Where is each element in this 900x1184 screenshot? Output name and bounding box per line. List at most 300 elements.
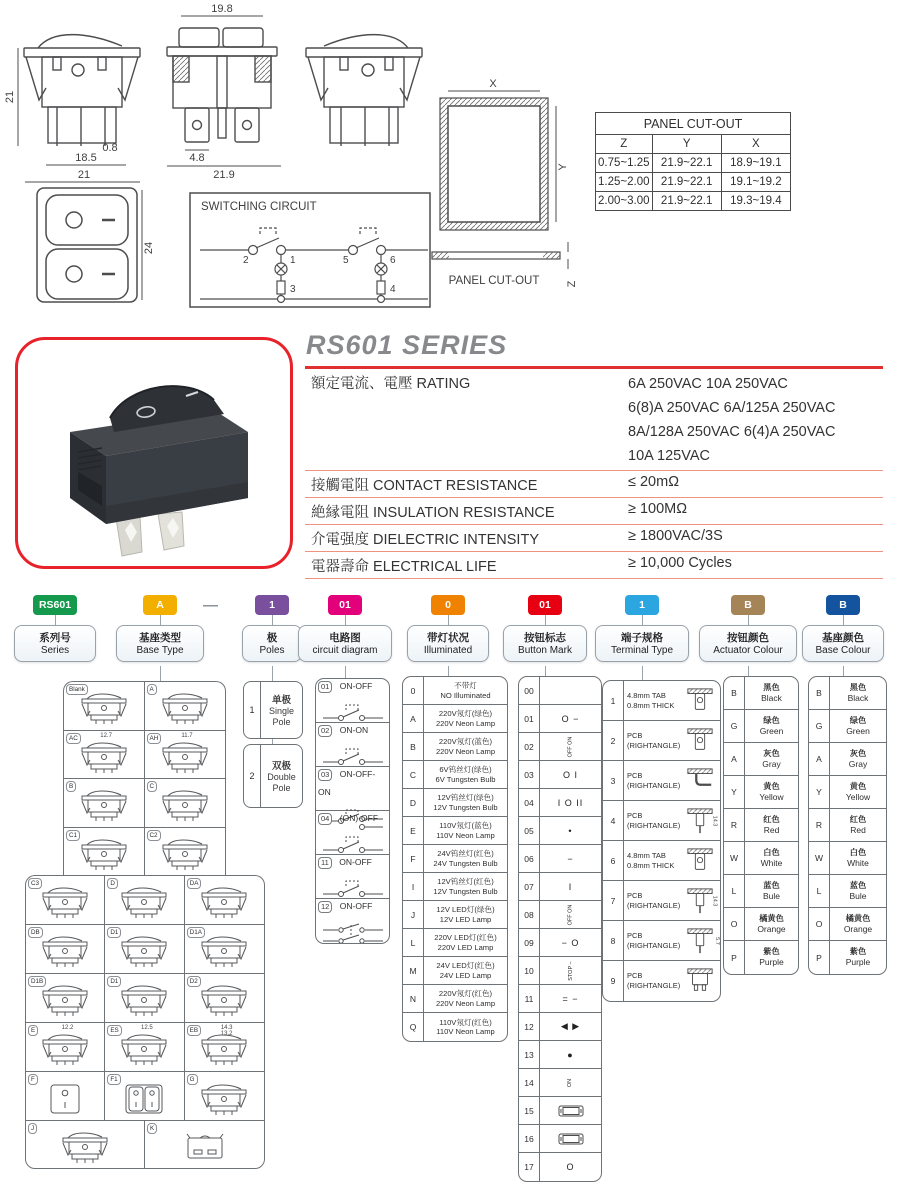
pole-label-cn: 双极 xyxy=(271,760,291,772)
option-code: G xyxy=(724,710,745,742)
label-en: Poles xyxy=(259,645,285,656)
option-code: 6 xyxy=(603,841,624,880)
option-code: 13 xyxy=(519,1041,540,1068)
label-box-base-colour xyxy=(802,625,884,662)
circuit-schematic-icon xyxy=(321,745,385,769)
terminal-2: 2 xyxy=(243,255,249,266)
colour-label-en: Red xyxy=(850,824,866,835)
option-code: M xyxy=(403,957,424,984)
label-en: Button Mark xyxy=(518,645,572,656)
connector-line xyxy=(345,666,346,678)
connector-line xyxy=(345,615,346,625)
label-cn: 系列号 xyxy=(39,632,71,644)
pole-label-en: Single Pole xyxy=(268,705,295,727)
illuminated-label-cn: 12V钨丝灯(红色) xyxy=(437,877,494,887)
actuator-colour-option xyxy=(724,776,798,809)
button-mark-symbol: ● xyxy=(567,1049,574,1060)
connector-line xyxy=(545,615,546,625)
illuminated-label-cn: 12V钨丝灯(绿色) xyxy=(437,793,494,803)
actuator-colour-option xyxy=(724,743,798,776)
button-mark-option xyxy=(519,845,601,873)
series-title: RS601 SERIES xyxy=(306,330,508,360)
actuator-colour-option xyxy=(724,677,798,710)
option-code: O xyxy=(809,908,830,940)
terminal-label-line2: (RIGHTANGLE) xyxy=(627,900,681,910)
circuit-option xyxy=(316,811,389,855)
label-cn: 基座颜色 xyxy=(822,632,864,644)
button-mark-option xyxy=(519,1153,601,1181)
option-code: L xyxy=(809,875,830,907)
illuminated-option xyxy=(403,845,507,873)
base-colour-option xyxy=(809,875,886,908)
illuminated-option xyxy=(403,929,507,957)
base-type-code: A xyxy=(147,684,157,695)
base-type-dim: 11.7 xyxy=(181,732,193,739)
base-type-code: D2 xyxy=(187,976,201,987)
ordering-col-base-type xyxy=(118,595,202,662)
base-type-cell xyxy=(26,1121,145,1168)
terminal-label-line2: (RIGHTANGLE) xyxy=(627,820,681,830)
base-type-cell xyxy=(105,1072,184,1121)
label-en: Base Colour xyxy=(815,645,871,656)
option-code: 09 xyxy=(519,929,540,956)
circuit-schematic-icon xyxy=(321,833,385,857)
option-code: L xyxy=(724,875,745,907)
option-code: B xyxy=(724,677,745,709)
switch-thumbnail xyxy=(117,1082,171,1116)
button-mark-option xyxy=(519,1069,601,1097)
base-type-code: C2 xyxy=(147,830,161,841)
option-code: 9 xyxy=(603,961,624,1001)
button-mark-symbol: OFF ON xyxy=(567,736,574,757)
base-type-code: D xyxy=(107,878,118,889)
axis-x-label: X xyxy=(489,78,497,90)
illuminated-label-en: 12V LED Lamp xyxy=(439,914,492,924)
option-code: 04 xyxy=(318,813,332,825)
terminal-pictogram xyxy=(685,847,715,875)
spec-row xyxy=(305,552,883,579)
base-type-code: DB xyxy=(28,927,43,938)
illuminated-option xyxy=(403,1013,507,1041)
illuminated-option xyxy=(403,985,507,1013)
option-code: P xyxy=(724,941,745,974)
code-chip-illuminated: 0 xyxy=(431,595,465,615)
code-chip-base-type: A xyxy=(143,595,177,615)
col-x: X xyxy=(721,135,790,154)
ordering-col-illuminated xyxy=(409,595,487,662)
cell-y: 21.9~22.1 xyxy=(652,192,721,211)
table-row xyxy=(596,173,791,192)
terminal-dimension: 5.7 xyxy=(713,936,720,945)
spec-label: 介電强度 DIELECTRIC INTENSITY xyxy=(311,532,539,548)
switch-thumbnail xyxy=(38,983,92,1017)
switch-thumbnail xyxy=(117,885,171,919)
connector-line xyxy=(55,615,56,625)
button-mark-option xyxy=(519,873,601,901)
option-code: Q xyxy=(403,1013,424,1041)
base-type-code: AC xyxy=(66,733,81,744)
label-box-button-mark xyxy=(503,625,587,662)
base-type-code: E xyxy=(28,1025,38,1036)
switch-thumbnail xyxy=(58,1130,112,1164)
option-code: 03 xyxy=(519,761,540,788)
base-type-dim: 14.3 xyxy=(220,1025,233,1031)
switching-circuit-title: SWITCHING CIRCUIT xyxy=(201,201,317,213)
terminal-option xyxy=(603,921,720,961)
colour-label-en: Gray xyxy=(762,758,781,769)
cell-z: 1.25~2.00 xyxy=(596,173,653,192)
label-en: Illuminated xyxy=(423,645,473,656)
illuminated-option xyxy=(403,901,507,929)
col-y: Y xyxy=(652,135,721,154)
connector-line xyxy=(448,666,449,676)
illuminated-label-en: 220V Neon Lamp xyxy=(435,998,496,1008)
colour-label-en: Bule xyxy=(762,890,780,901)
button-mark-symbol: • xyxy=(568,825,573,836)
connector-line xyxy=(642,615,643,625)
terminal-6: 6 xyxy=(390,255,396,266)
base-type-code: Blank xyxy=(66,684,88,695)
base-type-cell xyxy=(26,925,105,974)
rating-line: 6A 250VAC 10A 250VAC xyxy=(628,376,788,392)
option-code: C xyxy=(403,761,424,788)
ordering-col-terminal xyxy=(597,595,687,662)
label-box-illuminated xyxy=(407,625,489,662)
ordering-col-button-mark xyxy=(505,595,585,662)
ordering-col-actuator-colour xyxy=(701,595,795,662)
connector-line xyxy=(160,666,161,681)
option-code: 16 xyxy=(519,1125,540,1152)
colour-label-cn: 黄色 xyxy=(763,781,780,791)
spec-value: ≥ 100MΩ xyxy=(628,501,688,517)
terminal-option xyxy=(603,961,720,1001)
terminal-label-line1: PCB xyxy=(627,930,643,940)
switch-thumbnail xyxy=(197,1082,251,1116)
label-en: Actuator Colour xyxy=(713,645,783,656)
base-type-cell xyxy=(26,1072,105,1121)
switch-thumbnail xyxy=(158,740,212,774)
option-code: 10 xyxy=(519,957,540,984)
colour-label-cn: 白色 xyxy=(763,847,780,857)
button-mark-symbol: OFF ON xyxy=(567,904,574,925)
illuminated-option xyxy=(403,733,507,761)
panel-cutout-drawing xyxy=(432,78,578,287)
code-chip-terminal: 1 xyxy=(625,595,659,615)
illuminated-option xyxy=(403,789,507,817)
terminal-option xyxy=(603,801,720,841)
rocker-face-icon xyxy=(558,1105,584,1117)
illuminated-label-cn: 220V氖灯(绿色) xyxy=(438,709,493,719)
base-type-code: AH xyxy=(147,733,162,744)
option-code: 3 xyxy=(603,761,624,800)
ordering-col-base-colour xyxy=(804,595,882,662)
dim-top-width: 19.8 xyxy=(211,3,233,15)
illuminated-option xyxy=(403,873,507,901)
illuminated-label-cn: 220V氖灯(蓝色) xyxy=(438,737,493,747)
terminal-5: 5 xyxy=(343,255,349,266)
illuminated-label-en: 110V Neon Lamp xyxy=(436,830,495,840)
button-mark-symbol: I O II xyxy=(557,797,584,808)
option-code: R xyxy=(724,809,745,841)
connector-line xyxy=(272,666,273,681)
table-row xyxy=(596,154,791,173)
code-chip-actuator-colour: B xyxy=(731,595,765,615)
option-code: L xyxy=(403,929,424,956)
dim-pin-width: 0.8 xyxy=(102,142,118,154)
button-mark-symbol: O xyxy=(566,1162,575,1172)
label-cn: 按钮标志 xyxy=(524,632,566,644)
label-cn: 基座类型 xyxy=(139,632,181,644)
switch-thumbnail xyxy=(158,837,212,871)
switch-thumbnail xyxy=(77,788,131,822)
base-type-grid-jk xyxy=(25,1120,265,1169)
terminal-pictogram xyxy=(685,967,715,995)
base-colour-option xyxy=(809,809,886,842)
actuator-colour-option xyxy=(724,710,798,743)
spec-row xyxy=(305,498,883,525)
cell-x: 18.9~19.1 xyxy=(721,154,790,173)
option-code: B xyxy=(403,733,424,760)
button-mark-symbol: = − xyxy=(562,993,579,1004)
dim-tab-width: 4.8 xyxy=(189,152,205,164)
spec-row xyxy=(305,525,883,552)
spec-row xyxy=(305,471,883,498)
base-type-cell xyxy=(105,974,184,1023)
option-code: 06 xyxy=(519,845,540,872)
colour-label-cn: 蓝色 xyxy=(763,880,780,890)
switch-thumbnail xyxy=(38,885,92,919)
base-colour-option xyxy=(809,842,886,875)
option-code: 4 xyxy=(603,801,624,840)
illuminated-option xyxy=(403,677,507,705)
label-box-terminal xyxy=(595,625,689,662)
colour-label-cn: 白色 xyxy=(849,847,867,857)
button-mark-symbol: − xyxy=(567,853,574,864)
terminal-label-line2: 0.8mm THICK xyxy=(627,860,675,870)
base-type-code: C3 xyxy=(28,878,42,889)
rocker-face-icon xyxy=(558,1133,584,1145)
colour-label-en: Gray xyxy=(848,758,868,769)
rocker-switch-photo xyxy=(18,340,284,560)
button-mark-option xyxy=(519,1125,601,1153)
base-type-cell xyxy=(145,682,226,731)
double-rocker-front-view xyxy=(37,188,137,302)
terminal-pictogram xyxy=(685,687,715,715)
option-code: 01 xyxy=(318,681,332,693)
illuminated-label-cn: 12V LED灯(绿色) xyxy=(436,905,495,915)
option-code: 03 xyxy=(318,769,332,781)
terminal-option xyxy=(603,761,720,801)
terminal-3: 3 xyxy=(290,284,296,295)
colour-label-cn: 蓝色 xyxy=(849,880,867,890)
label-cn: 电路图 xyxy=(329,632,361,644)
button-mark-symbol: ON xyxy=(567,1078,574,1087)
colour-label-en: Orange xyxy=(843,923,873,934)
illuminated-label-en: 6V Tungsten Bulb xyxy=(435,774,496,784)
terminal-label-line2: (RIGHTANGLE) xyxy=(627,940,681,950)
illuminated-label-en: 220V LED Lamp xyxy=(437,942,494,952)
illuminated-option xyxy=(403,817,507,845)
base-colour-column xyxy=(808,676,887,975)
base-type-cell xyxy=(145,1121,264,1168)
pole-label-cn: 单极 xyxy=(271,694,291,706)
colour-label-en: Orange xyxy=(757,923,786,934)
option-code: A xyxy=(724,743,745,775)
option-code: 11 xyxy=(519,985,540,1012)
code-chip-button-mark: 01 xyxy=(528,595,562,615)
base-type-code: D1A xyxy=(187,927,205,938)
option-code: E xyxy=(403,817,424,844)
button-mark-option xyxy=(519,817,601,845)
label-box-series xyxy=(14,625,96,662)
base-type-cell xyxy=(26,974,105,1023)
base-colour-option xyxy=(809,941,886,974)
option-code: I xyxy=(403,873,424,900)
option-code: 0 xyxy=(403,677,424,704)
switch-thumbnail xyxy=(38,1082,92,1116)
colour-label-cn: 黑色 xyxy=(763,682,780,692)
colour-label-en: Green xyxy=(846,725,870,736)
terminal-pictogram xyxy=(685,767,715,795)
axis-z-label: Z xyxy=(566,280,578,288)
switching-circuit-diagram xyxy=(190,193,430,307)
circuit-function-label: ON-ON xyxy=(339,725,369,735)
base-type-code: B xyxy=(66,781,76,792)
actuator-colour-option xyxy=(724,908,798,941)
ordering-dash: — xyxy=(203,597,218,614)
cell-y: 21.9~22.1 xyxy=(652,154,721,173)
illuminated-column xyxy=(402,676,508,1042)
actuator-colour-option xyxy=(724,941,798,974)
illuminated-label-cn: 110V氖灯(红色) xyxy=(439,1017,492,1027)
code-chip-circuit: 01 xyxy=(328,595,362,615)
colour-label-en: White xyxy=(760,857,783,868)
terminal-option xyxy=(603,681,720,721)
terminal-option xyxy=(603,721,720,761)
cell-y: 21.9~22.1 xyxy=(652,173,721,192)
option-code: 2 xyxy=(244,745,261,807)
code-chip-poles: 1 xyxy=(255,595,289,615)
base-type-cell xyxy=(185,876,264,925)
terminal-label-line1: 4.8mm TAB xyxy=(627,690,666,700)
option-code: 11 xyxy=(318,857,332,869)
circuit-option xyxy=(316,723,389,767)
panel-cutout-table xyxy=(595,112,791,211)
connector-line xyxy=(642,666,643,680)
switch-thumbnail xyxy=(197,983,251,1017)
button-mark-option xyxy=(519,1013,601,1041)
base-type-code: J xyxy=(28,1123,37,1134)
switch-thumbnail xyxy=(77,837,131,871)
base-type-cell xyxy=(105,876,184,925)
rating-label: 額定電流、電壓 RATING xyxy=(311,376,471,392)
option-code: 12 xyxy=(519,1013,540,1040)
option-code: A xyxy=(403,705,424,732)
base-type-cell xyxy=(26,1023,105,1072)
option-code: Y xyxy=(809,776,830,808)
switch-thumbnail xyxy=(158,691,212,725)
base-type-code: C xyxy=(147,781,158,792)
terminal-4: 4 xyxy=(390,284,396,295)
product-photo-frame xyxy=(15,337,293,569)
base-type-code: K xyxy=(147,1123,157,1134)
label-box-base-type xyxy=(116,625,204,662)
button-mark-symbol: I xyxy=(568,881,573,892)
button-mark-symbol: STOP − xyxy=(567,960,574,981)
cell-x: 19.1~19.2 xyxy=(721,173,790,192)
button-mark-option xyxy=(519,733,601,761)
connector-line xyxy=(545,666,546,676)
switch-thumbnail xyxy=(38,1032,92,1066)
connector-line xyxy=(843,666,844,676)
option-code: 04 xyxy=(519,789,540,816)
colour-label-cn: 紫色 xyxy=(763,947,780,957)
option-code: 2 xyxy=(603,721,624,760)
label-cn: 极 xyxy=(266,632,278,644)
illuminated-option xyxy=(403,957,507,985)
axis-y-label: Y xyxy=(557,163,569,171)
spec-value: ≤ 20mΩ xyxy=(628,474,680,490)
base-colour-option xyxy=(809,677,886,710)
switch-thumbnail xyxy=(178,1130,232,1164)
label-en: Terminal Type xyxy=(610,645,674,656)
circuit-option xyxy=(316,899,389,943)
terminal-label-line2: (RIGHTANGLE) xyxy=(627,740,681,750)
connector-line xyxy=(748,666,749,676)
button-mark-column xyxy=(518,676,602,1182)
colour-label-cn: 紫色 xyxy=(849,947,867,957)
label-en: circuit diagram xyxy=(312,645,378,656)
button-mark-option xyxy=(519,901,601,929)
base-type-cell xyxy=(105,925,184,974)
base-colour-option xyxy=(809,908,886,941)
terminal-label-line1: PCB xyxy=(627,971,643,981)
circuit-function-label: ON-OFF xyxy=(339,857,372,867)
option-code: B xyxy=(809,677,830,709)
switch-thumbnail xyxy=(197,1032,251,1066)
colour-label-en: Purple xyxy=(759,957,784,968)
option-code: N xyxy=(403,985,424,1012)
terminal-option xyxy=(603,841,720,881)
button-mark-option xyxy=(519,929,601,957)
label-box-poles xyxy=(242,625,302,662)
rating-values xyxy=(626,369,883,470)
switch-thumbnail xyxy=(77,691,131,725)
connector-line xyxy=(448,615,449,625)
button-mark-symbol: − O xyxy=(561,937,580,948)
cell-z: 0.75~1.25 xyxy=(596,154,653,173)
cell-z: 2.00~3.00 xyxy=(596,192,653,211)
base-type-cell xyxy=(145,828,226,877)
base-type-code: D1 xyxy=(107,927,121,938)
base-type-code: F1 xyxy=(107,1074,120,1085)
connector-line xyxy=(843,615,844,625)
option-code: D xyxy=(403,789,424,816)
switch-thumbnail xyxy=(197,934,251,968)
circuit-schematic-icon xyxy=(321,877,385,901)
option-code: 07 xyxy=(519,873,540,900)
base-type-code: DA xyxy=(187,878,202,889)
table-row xyxy=(596,192,791,211)
colour-label-cn: 绿色 xyxy=(763,715,780,725)
option-code: Y xyxy=(724,776,745,808)
colour-label-cn: 绿色 xyxy=(849,715,867,725)
colour-label-en: Yellow xyxy=(759,791,784,802)
actuator-colour-option xyxy=(724,809,798,842)
switch-thumbnail xyxy=(38,934,92,968)
col-z: Z xyxy=(596,135,653,154)
illuminated-label-en: 24V LED Lamp xyxy=(439,970,492,980)
